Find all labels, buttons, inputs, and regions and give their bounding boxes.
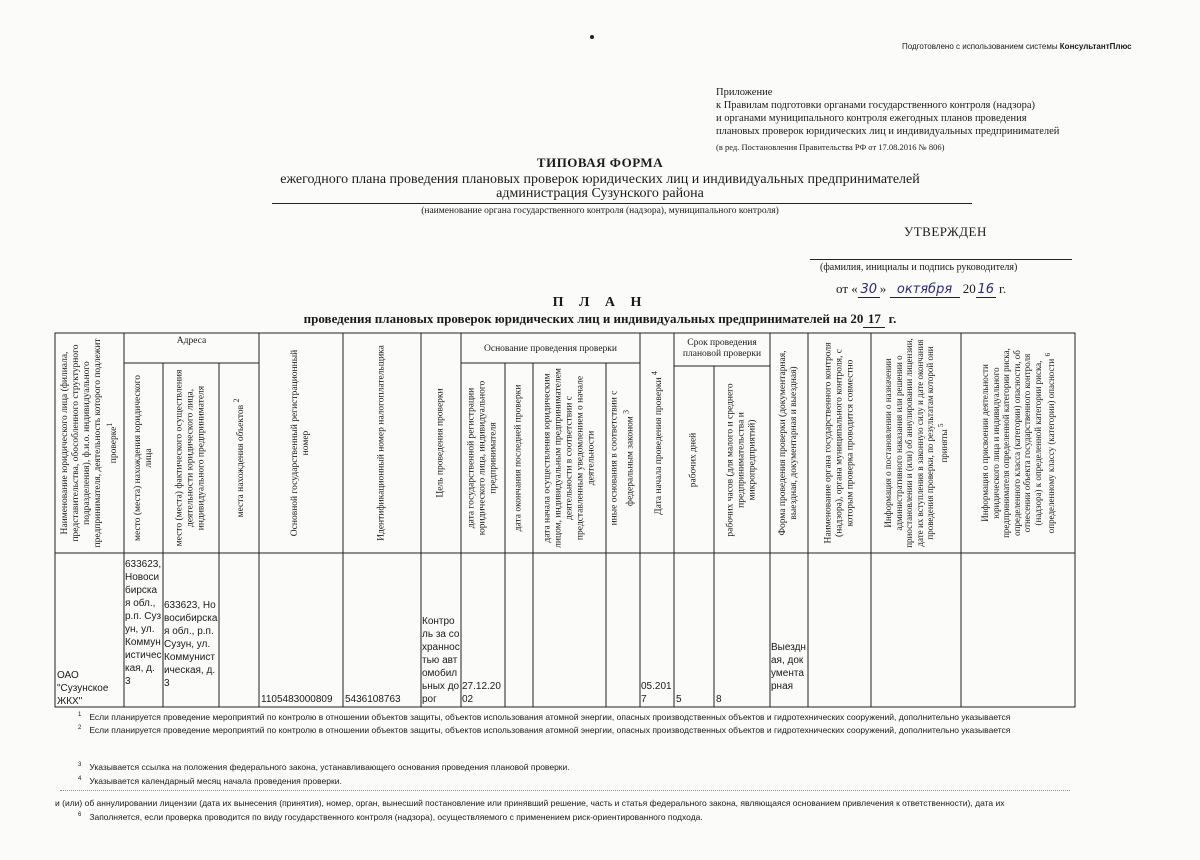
organ-name: администрация Сузунского района (496, 186, 704, 201)
header-addr-actual (163, 363, 219, 553)
footnote (78, 812, 703, 822)
row-addr-location: 633623, Новосибирская обл., р.п. Сузун, ул. Коммунистическая, д. 3 (125, 559, 162, 687)
header-joint-text: Наименование органа государственного контроля (надзора), органа муниципального контроля, с которым проверка проводится совместно (823, 342, 855, 544)
header-basis-start-text: дата начала осуществления юридическим лицом, индивидуальным предпринимателем деятельности в соответствии с представленным уведомлением о начале деятельности (542, 368, 596, 548)
header-basis-start (533, 363, 606, 553)
row-form: Выездная, документарная (771, 642, 806, 692)
plan-subtitle-text: проведения плановых проверок юридических лиц и индивидуальных предпринимателей на 20 (303, 311, 864, 326)
organ-underline (272, 203, 972, 204)
footnote (78, 762, 570, 772)
header-info-text: Информация о постановлении о назначении административного наказания или решении о приостановлении и (или) об аннулировании лицензии, дате их вступления в законную силу и дате окончания проведения проверки, по результатам которой они приняты (883, 338, 949, 548)
header-basis-other-text: иные основания в соответствии с федеральным законом (609, 390, 636, 526)
header-risk (961, 333, 1075, 553)
footnote-text: Указывается ссылка на положения федерального закона, устанавливающего основания проведения плановой проверки. (89, 762, 570, 772)
row-term-days: 5 (676, 694, 682, 705)
footnote (55, 798, 1005, 808)
approved-label: УТВЕРЖДЕН (904, 224, 987, 239)
header-start-date (640, 333, 674, 553)
form-subtitle: ежегодного плана проведения плановых проверок юридических лиц и индивидуальных предпринимателей (280, 172, 920, 187)
header-basis-reg-text: дата государственной регистрации юридического лица, индивидуального предпринимателя (466, 380, 499, 536)
row-addr-actual: 633623, Новосибирская обл., р.п. Сузун, ул. Коммунистическая, д. 3 (164, 600, 218, 689)
header-addr-location-text: место (места) нахождения юридического лица (132, 374, 154, 542)
header-ogrn (259, 333, 343, 553)
date-month: октября (890, 282, 960, 298)
consultant-prefix: Подготовлено с использованием системы (902, 42, 1060, 51)
header-name-text: Наименование юридического лица (филиала, представительства, обособленного структурного подразделения), ф.и.о. индивидуального предпринимателя, деятельность которого подлежит проверке (59, 338, 119, 548)
plan-subtitle (0, 311, 1200, 328)
header-addr-objects (219, 363, 259, 553)
header-term-hours-text: рабочих часов (для малого и среднего предпринимательства и микропредприятий) (725, 382, 758, 537)
header-term-hours (714, 366, 770, 553)
footnote (78, 712, 1010, 722)
footnote-num: 3 (78, 762, 82, 769)
faded-footnote-line (60, 790, 1070, 791)
header-purpose-text: Цель проведения проверки (435, 388, 446, 498)
header-basis-reg (461, 363, 505, 553)
date-mid: » (879, 281, 887, 296)
scan-speck (590, 35, 594, 39)
header-basis-last-text: дата окончания последней проверки (513, 384, 524, 532)
appendix-line: Приложение (716, 87, 773, 98)
organ-caption: (наименование органа государственного контроля (надзора), муниципального контроля) (421, 206, 779, 216)
row-start-date: 05.2017 (641, 681, 672, 705)
header-term-days (674, 366, 714, 553)
header-inn-text: Идентификационный номер налогоплательщика (376, 345, 387, 541)
header-ogrn-text: Основной государственный регистрационный номер (290, 349, 311, 537)
footnote-text: и (или) об аннулировании лицензии (дата их вынесения (принятия), номер, орган, вынесший постановление или принявший решение, часть и статья федерального закона, являющаяся основанием привлечения к ответственности), дата их (55, 798, 1005, 808)
header-term: Срок проведения плановой проверки (682, 338, 762, 359)
header-basis: Основание проведения проверки (484, 344, 617, 354)
head-caption: (фамилия, инициалы и подпись руководителя) (820, 262, 1018, 273)
plan-title: П Л А Н (552, 295, 648, 310)
header-basis-other-sup: 3 (621, 409, 631, 414)
appendix-line: и органами муниципального контроля ежегодных планов проведения (716, 113, 1027, 124)
consultant-note (902, 42, 1132, 51)
date-year-prefix: 20 (962, 281, 976, 296)
appendix-block (716, 86, 1059, 154)
header-start-date-sup: 4 (649, 371, 659, 376)
date-day: 30 (858, 282, 880, 298)
header-addr-objects-sup: 2 (231, 398, 241, 403)
row-name: ОАО "Сузунское ЖКХ" (57, 670, 109, 707)
appendix-line: плановых проверок юридических лиц и индивидуальных предпринимателей (716, 126, 1060, 137)
header-info-sup: 5 (935, 423, 945, 428)
date-prefix: от « (836, 281, 858, 296)
form-title: ТИПОВАЯ ФОРМА (536, 155, 664, 170)
header-risk-sup: 6 (1042, 352, 1052, 357)
footnote-text: Заполняется, если проверка проводится по виду государственного контроля (надзора), осуществляемого с применением риск-ориентированного подхода. (89, 812, 703, 822)
footnote-num: 1 (78, 712, 82, 719)
header-addresses: Адреса (176, 336, 207, 346)
footnote-num: 4 (78, 776, 82, 783)
footnote (78, 776, 342, 786)
row-inn: 5436108763 (345, 694, 401, 705)
header-basis-other (606, 363, 640, 553)
header-joint (808, 333, 871, 553)
header-risk-text: Информация о присвоении деятельности юридического лица и индивидуального предпринимателя определенной категории риска, определенного класса (категории) опасности, об отнесении объекта государственного контроля (надзора) к определенной категории риска, определенному классу (категории) опасности (979, 348, 1056, 538)
row-purpose: Контроль за сохранностью автомобильных дорог (422, 616, 460, 705)
row-ogrn: 1105483000809 (261, 694, 333, 705)
header-form (770, 333, 808, 553)
row-term-hours: 8 (716, 694, 722, 705)
footnote-text: Если планируется проведение мероприятий по контролю в отношении объектов защиты, объектов использования атомной энергии, опасных производственных объектов и гидротехнических сооружений, дополнительно указывается (89, 725, 1011, 735)
header-purpose (421, 333, 461, 553)
footnote-num: 6 (78, 812, 82, 819)
header-name-sup: 1 (104, 422, 114, 427)
date-suffix: г. (999, 281, 1007, 296)
header-addr-objects-text: места нахождения объектов (236, 404, 247, 518)
footnote-num: 2 (78, 725, 82, 732)
header-form-text: Форма проведения проверки (документарная, выездная, документарная и выездная) (778, 350, 799, 536)
consultant-brand: КонсультантПлюс (1059, 42, 1132, 51)
footnote (78, 725, 1010, 735)
header-start-date-text: Дата начала проведения проверки (654, 377, 665, 515)
row-basis-reg: 27.12.2002 (462, 681, 501, 705)
appendix-edition: (в ред. Постановления Правительства РФ от 17.08.2016 № 806) (716, 142, 945, 152)
header-addr-actual-text: место (места) фактического осуществления деятельности юридического лица, индивидуального предпринимателя (174, 369, 207, 547)
appendix-line: к Правилам подготовки органами государственного контроля (надзора) (716, 100, 1036, 111)
plan-year: 17 (863, 311, 885, 328)
header-addr-location (124, 363, 163, 553)
header-name (55, 333, 124, 553)
header-term-days-text: рабочих дней (688, 432, 699, 487)
header-inn (343, 333, 421, 553)
plan-subtitle-suffix: г. (888, 311, 897, 326)
date-year: 16 (977, 282, 995, 297)
header-basis-last (505, 363, 533, 553)
footnote-text: Указывается календарный месяц начала проведения проверки. (89, 776, 342, 786)
footnote-text: Если планируется проведение мероприятий по контролю в отношении объектов защиты, объектов использования атомной энергии, опасных производственных объектов и гидротехнических сооружений, дополнительно указывается (89, 712, 1011, 722)
signature-line (810, 259, 1072, 260)
header-info (871, 333, 961, 553)
